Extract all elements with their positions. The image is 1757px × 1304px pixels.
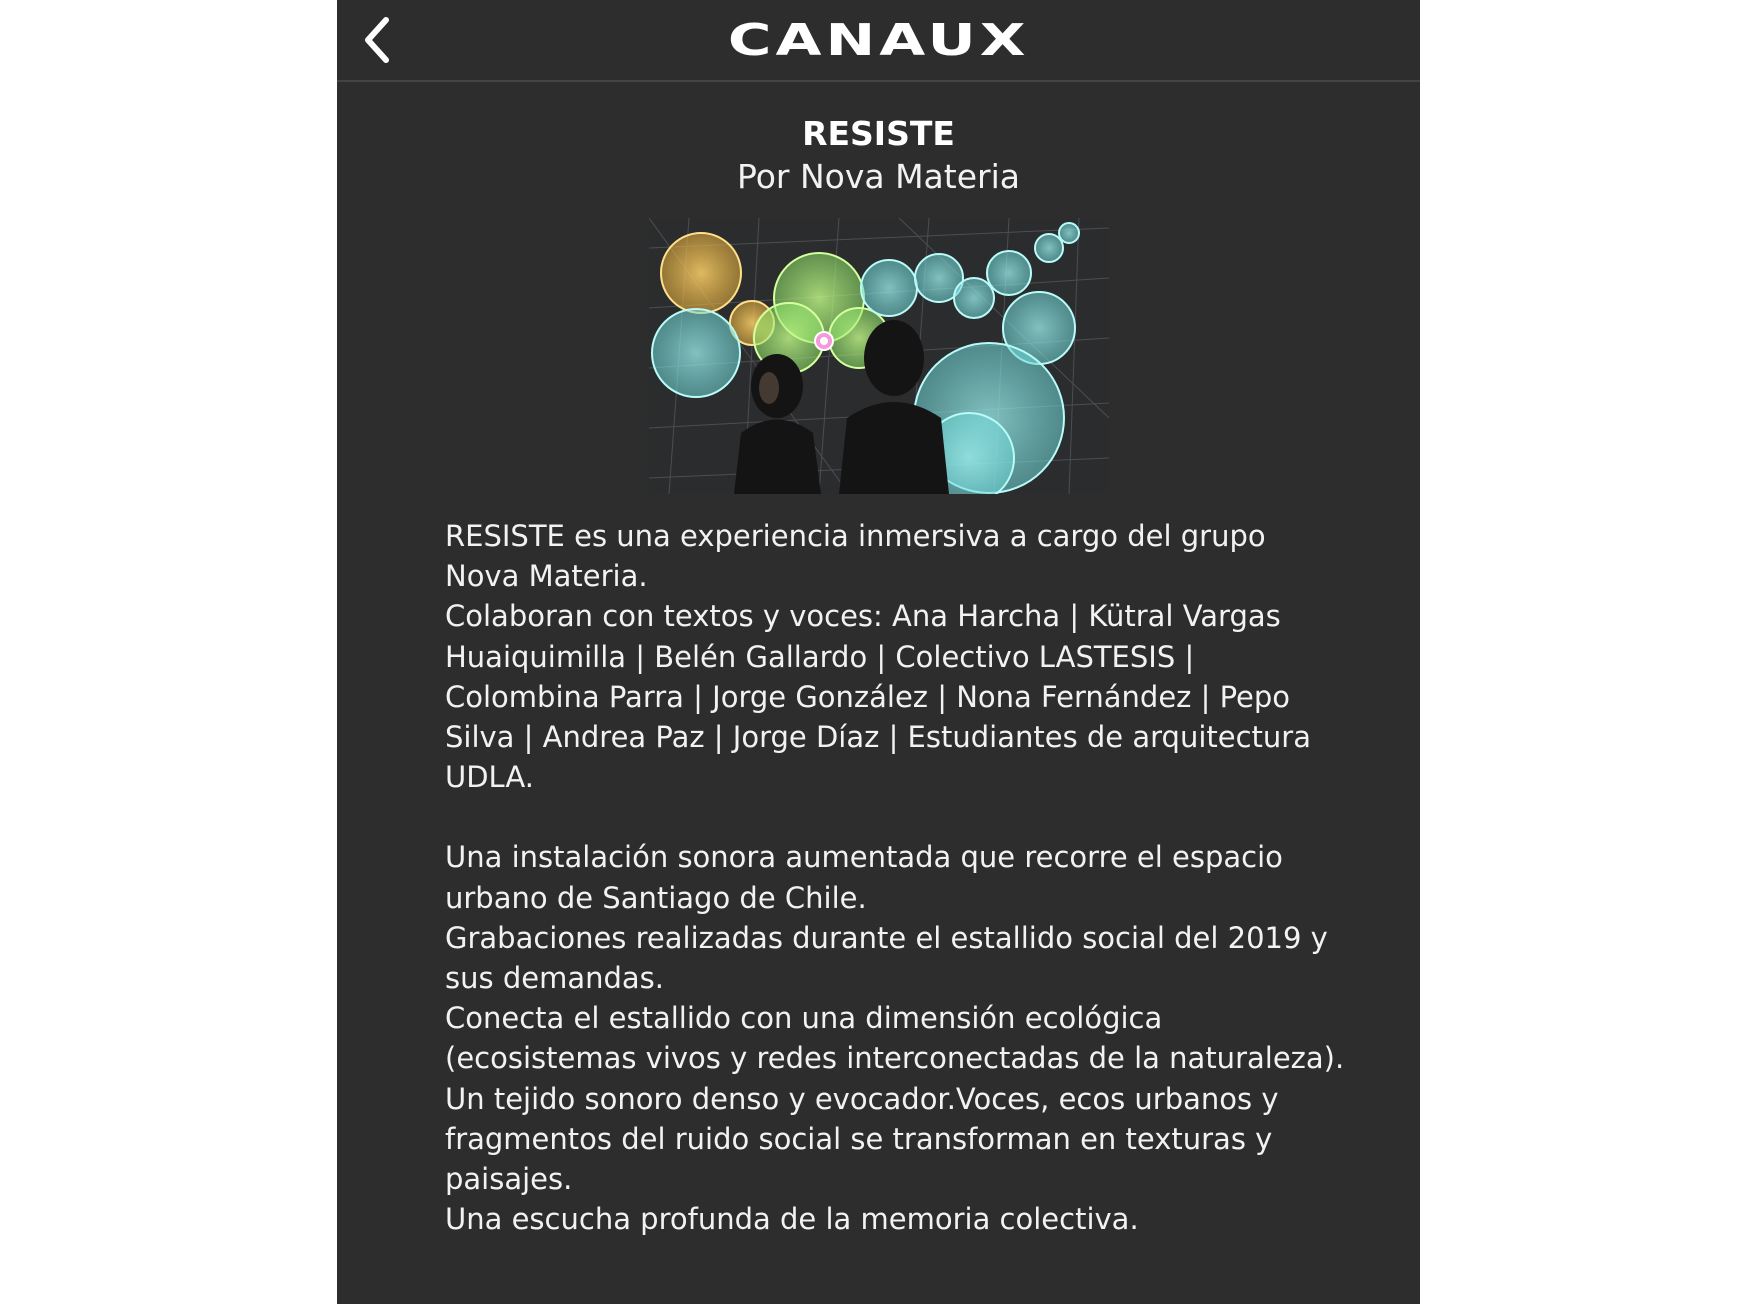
artwork-image	[649, 218, 1109, 494]
description-paragraph: Una escucha profunda de la memoria colectiva.	[445, 1202, 1139, 1237]
description-paragraph: Un tejido sonoro denso y evocador.Voces, ecos urbanos y fragmentos del ruido social se transforman en texturas y paisajes.	[445, 1081, 1279, 1197]
description-paragraph: Grabaciones realizadas durante el estallido social del 2019 y sus demandas.	[445, 920, 1328, 996]
description-paragraph: Colaboran con textos y voces: Ana Harcha | Kütral Vargas Huaiquimilla | Belén Gallardo | Colectivo LASTESIS | Colombina Parra | Jorge González | Nona Fernández | Pepo Silva | Andrea Paz | Jorge Díaz | Estudiantes de arquitectura UDLA.	[445, 599, 1311, 795]
paragraph-spacer	[445, 797, 1345, 837]
work-byline: Por Nova Materia	[737, 157, 1020, 196]
back-button[interactable]	[353, 14, 401, 66]
top-bar	[337, 0, 1420, 82]
description-paragraph: Conecta el estallido con una dimensión ecológica (ecosistemas vivos y redes interconectadas de la naturaleza).	[445, 1001, 1345, 1076]
description	[445, 516, 1345, 1239]
work-title: RESISTE	[802, 114, 955, 153]
brand-logo: CANAUX	[727, 14, 1030, 66]
app-screen	[337, 0, 1420, 1304]
chevron-left-icon	[362, 16, 392, 64]
work-header	[337, 114, 1420, 200]
description-paragraph: RESISTE es una experiencia inmersiva a cargo del grupo Nova Materia.	[445, 519, 1266, 594]
description-paragraph: Una instalación sonora aumentada que recorre el espacio urbano de Santiago de Chile.	[445, 840, 1283, 915]
